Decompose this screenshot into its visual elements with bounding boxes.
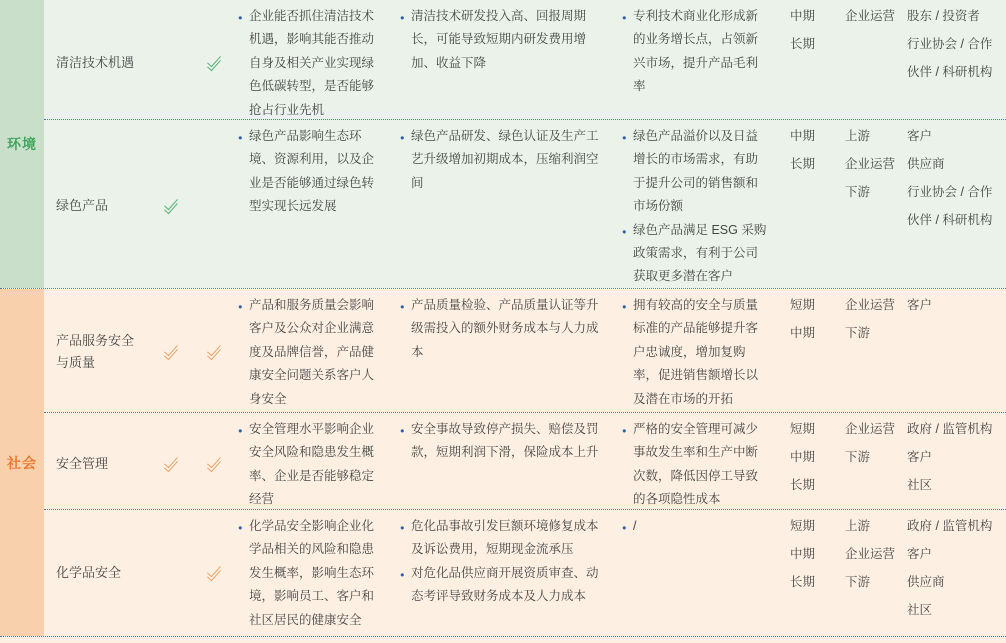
- financial-opportunity-cell: [622, 120, 782, 288]
- table-row-safety-management: [44, 413, 1006, 510]
- stakeholder-label: 股东 / 投资者: [907, 9, 980, 23]
- category-strip-environment: [0, 0, 44, 288]
- value-chain-cell: [840, 510, 902, 636]
- financial-opportunity-cell: [622, 413, 782, 510]
- check-icon: [161, 455, 183, 473]
- topic-label: 绿色产品: [56, 198, 109, 214]
- impact-bullet: ● 产品和服务质量会影响客户及公众对企业满意度及品牌信誉，产品健康安全问题关系客户人身安全: [238, 294, 386, 411]
- stakeholder-cell: [902, 120, 1006, 288]
- opportunity-bullet: ● 绿色产品满足 ESG 采购政策需求，有利于公司获取更多潜在客户: [622, 219, 770, 288]
- financial-risk-cell: [400, 120, 622, 288]
- term-cell: [782, 413, 840, 510]
- section-environment: [0, 0, 1006, 289]
- value-chain-label: 下游: [845, 185, 871, 199]
- risk-bullet: ● 产品质量检验、产品质量认证等升级需投入的额外财务成本与人力成本: [400, 294, 610, 364]
- table-row-product-safety-quality: [44, 289, 1006, 413]
- stakeholder-cell: [902, 413, 1006, 510]
- stakeholder-label: 行业协会 / 合作伙伴 / 科研机构: [907, 185, 993, 227]
- society-rows: [44, 289, 1006, 636]
- stakeholder-label: 客户: [907, 129, 933, 143]
- check-icon: [161, 197, 183, 215]
- check-cell-2: [192, 289, 238, 413]
- check-icon: [204, 564, 226, 582]
- table-row-green-product: [44, 120, 1006, 288]
- term-label: 短期: [790, 422, 816, 436]
- stakeholder-label: 客户: [907, 547, 933, 561]
- term-label: 中期: [790, 9, 816, 23]
- risk-bullet: ● 安全事故导致停产损失、赔偿及罚款，短期利润下滑，保险成本上升: [400, 418, 610, 465]
- stakeholder-label: 社区: [907, 603, 933, 617]
- environment-rows: [44, 0, 1006, 288]
- value-chain-label: 上游: [845, 129, 871, 143]
- term-label: 中期: [790, 129, 816, 143]
- impact-bullet: ● 绿色产品影响生态环境、资源利用，以及企业是否能够通过绿色转型实现长远发展: [238, 125, 386, 219]
- check-cell-1: [152, 120, 192, 288]
- risk-bullet: ● 绿色产品研发、绿色认证及生产工艺升级增加初期成本，压缩利润空间: [400, 125, 610, 195]
- topic-cell: [44, 0, 152, 120]
- risk-bullet: ● 对危化品供应商开展资质审查、动态考评导致财务成本及人力成本: [400, 562, 610, 609]
- stakeholder-label: 供应商: [907, 575, 945, 589]
- topic-cell: [44, 413, 152, 510]
- term-label: 短期: [790, 298, 816, 312]
- value-chain-label: 下游: [845, 450, 871, 464]
- value-chain-label: 企业运营: [845, 547, 896, 561]
- opportunity-bullet: ● 专利技术商业化形成新的业务增长点，占领新兴市场，提升产品毛利率: [622, 5, 770, 99]
- impact-description-cell: [238, 510, 400, 636]
- financial-risk-cell: [400, 289, 622, 413]
- value-chain-label: 企业运营: [845, 157, 896, 171]
- topic-cell: [44, 120, 152, 288]
- check-icon: [161, 343, 183, 361]
- stakeholder-label: 供应商: [907, 157, 945, 171]
- topic-cell: [44, 289, 152, 413]
- term-label: 长期: [790, 157, 816, 171]
- stakeholder-label: 政府 / 监管机构: [907, 422, 993, 436]
- value-chain-label: 企业运营: [845, 298, 896, 312]
- opportunity-bullet: ● 严格的安全管理可减少事故发生率和生产中断次数，降低因停工导致的各项隐性成本: [622, 418, 770, 510]
- table-bottom-margin: [0, 637, 1006, 643]
- check-cell-2: [192, 510, 238, 636]
- term-label: 短期: [790, 519, 816, 533]
- stakeholder-cell: [902, 510, 1006, 636]
- stakeholder-cell: [902, 0, 1006, 120]
- financial-risk-cell: [400, 510, 622, 636]
- risk-bullet: ● 危化品事故引发巨额环境修复成本及诉讼费用，短期现金流承压: [400, 515, 610, 562]
- stakeholder-label: 政府 / 监管机构: [907, 519, 993, 533]
- impact-description-cell: [238, 413, 400, 510]
- financial-risk-cell: [400, 0, 622, 120]
- term-cell: [782, 510, 840, 636]
- impact-bullet: ● 安全管理水平影响企业安全风险和隐患发生概率、企业是否能够稳定经营: [238, 418, 386, 510]
- category-label-society: 社会: [7, 454, 37, 471]
- check-cell-1: [152, 0, 192, 120]
- term-label: 长期: [790, 575, 816, 589]
- risk-bullet: ● 清洁技术研发投入高、回报周期长，可能导致短期内研发费用增加、收益下降: [400, 5, 610, 75]
- impact-description-cell: [238, 0, 400, 120]
- value-chain-cell: [840, 289, 902, 413]
- table-row-chemical-safety: [44, 510, 1006, 636]
- value-chain-cell: [840, 413, 902, 510]
- value-chain-cell: [840, 0, 902, 120]
- impact-description-cell: [238, 289, 400, 413]
- value-chain-label: 下游: [845, 575, 871, 589]
- financial-opportunity-cell: [622, 510, 782, 636]
- check-cell-1: [152, 510, 192, 636]
- topic-label: 化学品安全: [56, 565, 122, 581]
- opportunity-bullet: ● /: [622, 515, 770, 538]
- check-cell-2: [192, 413, 238, 510]
- value-chain-label: 下游: [845, 326, 871, 340]
- term-cell: [782, 289, 840, 413]
- check-cell-2: [192, 120, 238, 288]
- topic-label: 安全管理: [56, 456, 109, 472]
- section-society: [0, 289, 1006, 637]
- term-label: 中期: [790, 450, 816, 464]
- term-label: 长期: [790, 478, 816, 492]
- financial-opportunity-cell: [622, 0, 782, 120]
- stakeholder-label: 客户: [907, 450, 933, 464]
- check-icon: [204, 455, 226, 473]
- impact-description-cell: [238, 120, 400, 288]
- topic-label: 清洁技术机遇: [56, 55, 135, 71]
- term-label: 长期: [790, 37, 816, 51]
- topic-label: 产品服务安全与质量: [56, 333, 135, 371]
- stakeholder-cell: [902, 289, 1006, 413]
- impact-bullet: ● 企业能否抓住清洁技术机遇，影响其能否推动自身及相关产业实现绿色低碳转型，是否能够抢占行业先机: [238, 5, 386, 120]
- stakeholder-label: 行业协会 / 合作伙伴 / 科研机构: [907, 37, 993, 79]
- category-strip-society: [0, 289, 44, 636]
- opportunity-bullet: ● 拥有较高的安全与质量标准的产品能够提升客户忠诚度，增加复购率，促进销售额增长以及潜在市场的开拓: [622, 294, 770, 411]
- value-chain-label: 企业运营: [845, 422, 896, 436]
- check-cell-1: [152, 413, 192, 510]
- check-cell-2: [192, 0, 238, 120]
- check-icon: [204, 343, 226, 361]
- check-cell-1: [152, 289, 192, 413]
- term-cell: [782, 0, 840, 120]
- value-chain-cell: [840, 120, 902, 288]
- opportunity-bullet: ● 绿色产品溢价以及日益增长的市场需求，有助于提升公司的销售额和市场份额: [622, 125, 770, 219]
- check-icon: [204, 54, 226, 72]
- impact-bullet: ● 化学品安全影响企业化学品相关的风险和隐患发生概率，影响生态环境，影响员工、客户和社区居民的健康安全: [238, 515, 386, 632]
- financial-opportunity-cell: [622, 289, 782, 413]
- term-label: 中期: [790, 326, 816, 340]
- stakeholder-label: 社区: [907, 478, 933, 492]
- term-label: 中期: [790, 547, 816, 561]
- topic-cell: [44, 510, 152, 636]
- term-cell: [782, 120, 840, 288]
- table-row-clean-tech: [44, 0, 1006, 120]
- financial-risk-cell: [400, 413, 622, 510]
- value-chain-label: 企业运营: [845, 9, 896, 23]
- stakeholder-label: 客户: [907, 298, 933, 312]
- category-label-environment: 环境: [7, 136, 37, 152]
- value-chain-label: 上游: [845, 519, 871, 533]
